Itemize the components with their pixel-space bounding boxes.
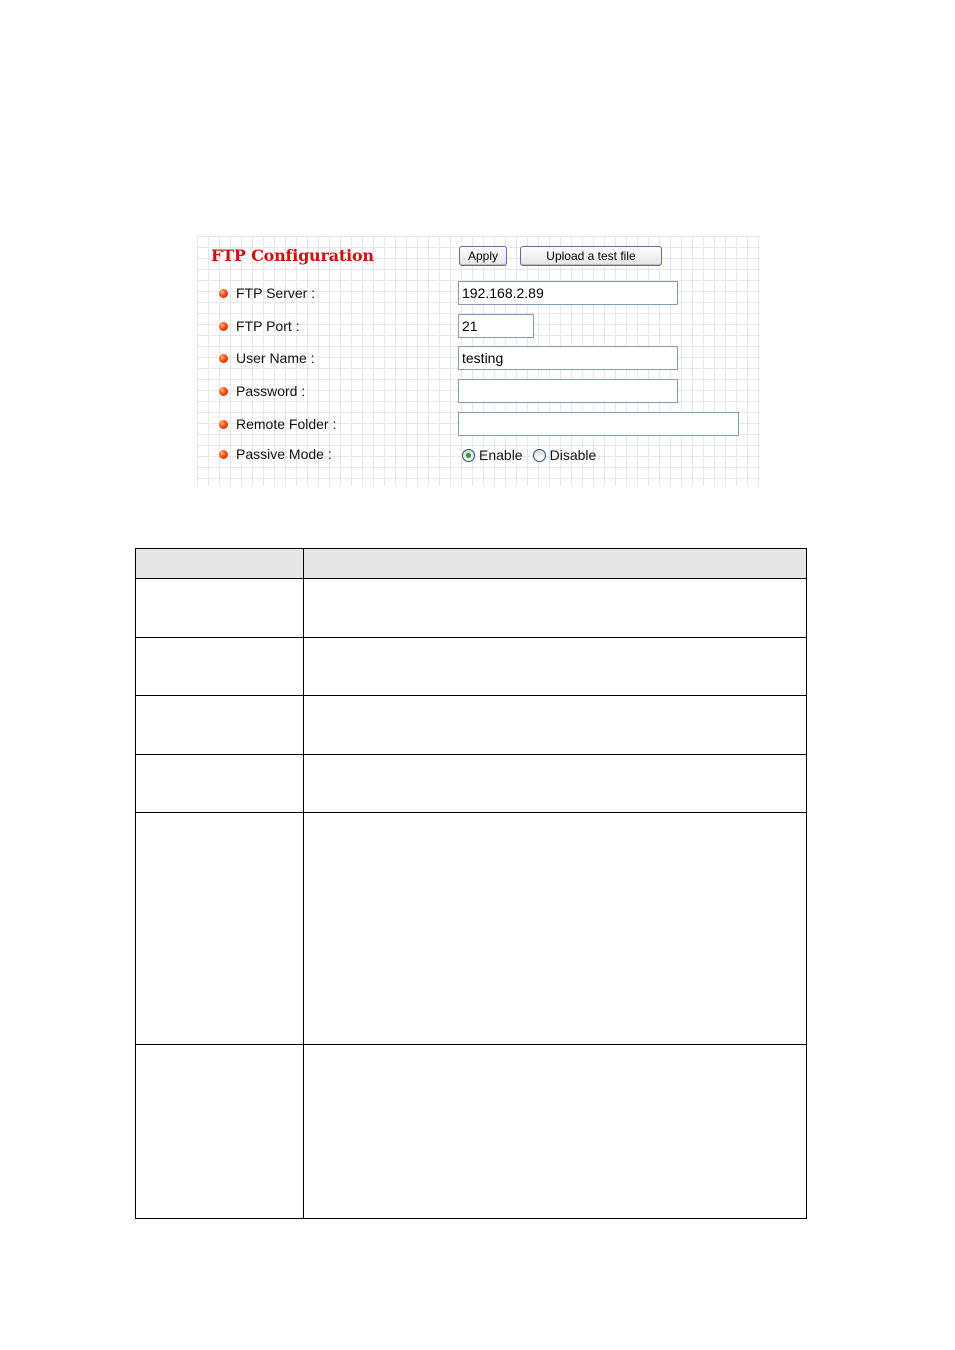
- ftp-server-row: [219, 284, 315, 302]
- table-cell: [304, 696, 807, 755]
- remote-folder-input[interactable]: [458, 412, 739, 436]
- passive-mode-enable-label[interactable]: Enable: [479, 447, 523, 463]
- table-row: [136, 1045, 807, 1219]
- table-header-row: [136, 549, 807, 579]
- ftp-configuration-panel: [197, 236, 760, 486]
- ftp-port-label: FTP Port :: [236, 318, 300, 334]
- table-cell: [136, 1045, 304, 1219]
- password-row: [219, 382, 305, 400]
- user-name-row: [219, 349, 315, 367]
- panel-title: FTP Configuration: [211, 246, 374, 265]
- table-cell: [304, 813, 807, 1045]
- bullet-icon: [219, 354, 228, 363]
- table-cell: [136, 579, 304, 638]
- table-row: [136, 638, 807, 696]
- passive-mode-disable-label[interactable]: Disable: [549, 447, 597, 463]
- table-cell: [136, 638, 304, 696]
- passive-mode-enable-radio[interactable]: [462, 449, 475, 462]
- user-name-label: User Name :: [236, 350, 315, 366]
- passive-mode-row: [219, 445, 332, 463]
- apply-button[interactable]: Apply: [459, 246, 507, 266]
- table-row: [136, 696, 807, 755]
- passive-mode-radio-group: [462, 447, 606, 463]
- table-cell: [136, 813, 304, 1045]
- table-cell: [304, 579, 807, 638]
- password-label: Password :: [236, 383, 306, 399]
- ftp-server-label: FTP Server :: [236, 285, 316, 301]
- password-input[interactable]: [458, 379, 678, 403]
- bullet-icon: [219, 420, 228, 429]
- radio-selected-dot: [466, 453, 471, 458]
- remote-folder-label: Remote Folder :: [236, 416, 337, 432]
- upload-test-file-button[interactable]: Upload a test file: [520, 246, 662, 266]
- bullet-icon: [219, 450, 228, 459]
- table-row: [136, 579, 807, 638]
- table-row: [136, 755, 807, 813]
- table-row: [136, 813, 807, 1045]
- table-cell: [136, 696, 304, 755]
- description-table: [135, 548, 807, 1219]
- table-header-cell: [304, 549, 807, 579]
- table-header-cell: [136, 549, 304, 579]
- ftp-port-input[interactable]: [458, 314, 534, 338]
- passive-mode-label: Passive Mode :: [236, 446, 332, 462]
- table-cell: [136, 755, 304, 813]
- remote-folder-row: [219, 415, 336, 433]
- table-cell: [304, 1045, 807, 1219]
- user-name-input[interactable]: [458, 346, 678, 370]
- bullet-icon: [219, 322, 228, 331]
- table-cell: [304, 638, 807, 696]
- passive-mode-disable-radio[interactable]: [533, 449, 546, 462]
- bullet-icon: [219, 387, 228, 396]
- table-cell: [304, 755, 807, 813]
- ftp-port-row: [219, 317, 300, 335]
- bullet-icon: [219, 289, 228, 298]
- ftp-server-input[interactable]: [458, 281, 678, 305]
